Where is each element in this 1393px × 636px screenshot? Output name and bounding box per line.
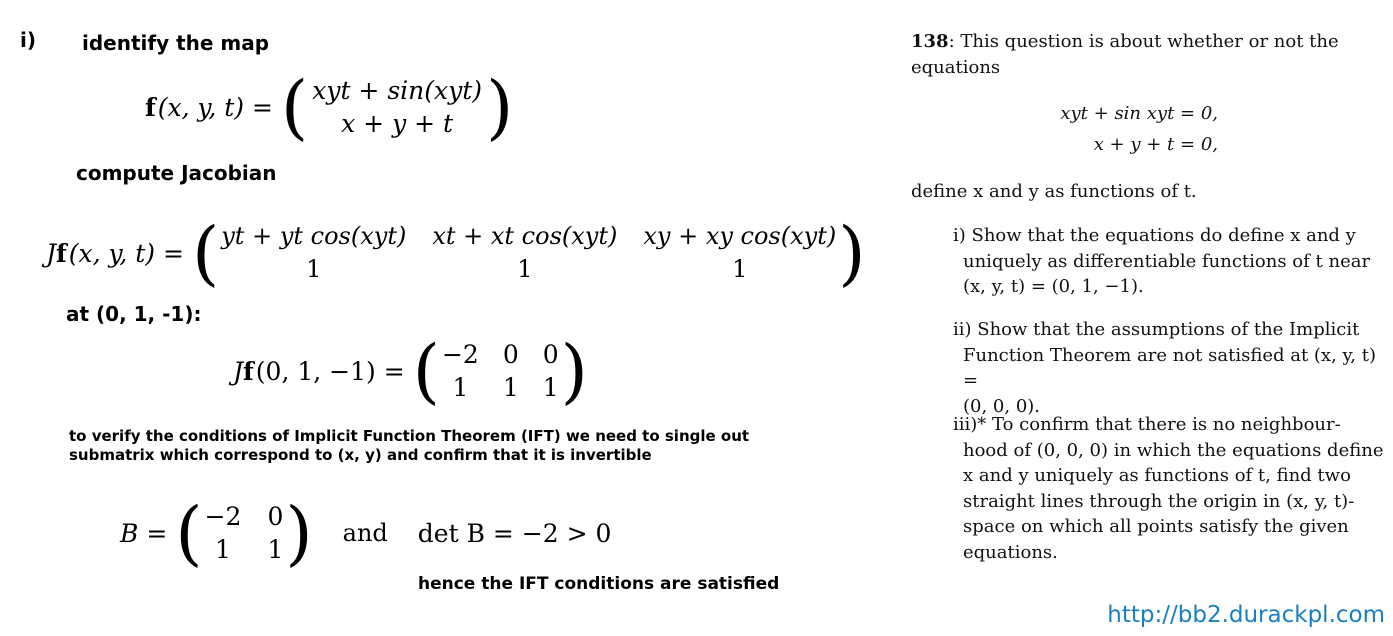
part-iii-line: straight lines through the origin in (x, y, t)-: [963, 490, 1355, 512]
matrix-cell: 1: [502, 373, 519, 402]
jacobian-lhs: (x, y, t) =: [68, 238, 184, 268]
jacobian-matrix: [219, 220, 838, 286]
left-paren: (: [280, 66, 309, 148]
part-iii-line: equations.: [963, 541, 1058, 563]
left-paren: (: [175, 492, 203, 574]
part-iii: [953, 412, 1393, 565]
matrix-cell: 1: [452, 373, 469, 402]
part-iii-line: space on which all points satisfy the given: [963, 516, 1349, 537]
conclusion: hence the IFT conditions are satisfied: [418, 574, 780, 594]
define-line: define x and y as functions of t.: [911, 181, 1197, 202]
submatrix-equation: [120, 492, 612, 574]
jacobian-cell: xt + xt cos(xyt): [432, 222, 618, 250]
right-paren: ): [486, 66, 514, 148]
jacobian-cell: 1: [732, 255, 748, 283]
matrix-cell: 0: [502, 340, 519, 369]
map-row-1: xyt + sin(xyt): [312, 76, 483, 105]
matrix-cell: −2: [441, 340, 479, 369]
ift-line-1: to verify the conditions of Implicit Function Theorem (IFT) we need to single out: [69, 427, 750, 445]
part-iii-line: x and y uniquely as functions of t, find two: [963, 465, 1351, 486]
matrix-cell: 0: [267, 502, 284, 531]
part-ii-line: (0, 0, 0).: [963, 395, 1041, 417]
map-row-2: x + y + t: [341, 109, 454, 138]
jacobian-at-lhs: (0, 1, −1) =: [255, 356, 405, 386]
matrix-cell: 1: [542, 373, 559, 402]
jacobian-at-point: [233, 330, 588, 412]
matrix-cell: 1: [267, 535, 284, 564]
equation-system: [1010, 101, 1218, 157]
left-paren: (: [412, 330, 440, 412]
right-paren: ): [285, 492, 313, 574]
matrix-cell: −2: [204, 502, 242, 531]
heading-identify-map: identify the map: [82, 31, 270, 55]
map-lhs: (x, y, t) =: [157, 92, 273, 122]
f-symbol-3: f: [243, 356, 254, 386]
problem-number: 138: [911, 31, 949, 52]
and-word: and: [342, 519, 388, 547]
part-ii: [953, 317, 1393, 419]
ift-line-2: submatrix which correspond to (x, y) and confirm that it is invertible: [69, 446, 652, 464]
matrix-cell: 1: [215, 535, 231, 564]
jacobian-equation: [46, 212, 866, 294]
right-paren: ): [560, 330, 588, 412]
part-label: i): [20, 28, 36, 52]
part-i-line: (x, y, t) = (0, 1, −1).: [963, 276, 1144, 297]
part-iii-line: iii)* To confirm that there is no neighbour-: [953, 414, 1341, 435]
heading-at-point: at (0, 1, -1):: [66, 302, 202, 326]
ift-explanation: [69, 427, 829, 465]
b-lhs: B =: [120, 518, 168, 548]
part-ii-line: Function Theorem are not satisfied at (x, y, t) =: [963, 344, 1377, 391]
part-ii-line: ii) Show that the assumptions of the Implicit: [953, 319, 1360, 340]
equation-2: x + y + t = 0,: [1093, 133, 1218, 155]
f-symbol: f: [145, 92, 156, 122]
watermark-url[interactable]: http://bb2.durackpl.com: [1107, 602, 1385, 628]
jacobian-cell: xy + xy cos(xyt): [643, 222, 837, 250]
part-i-line: i) Show that the equations do define x and y: [953, 225, 1356, 246]
part-i: [953, 223, 1393, 300]
intro-line-2: equations: [911, 56, 1001, 78]
f-symbol-2: f: [56, 238, 67, 268]
left-paren: (: [191, 212, 220, 294]
jacobian-at-matrix: [440, 338, 561, 404]
determinant: det B = −2 > 0: [417, 518, 612, 548]
part-i-line: uniquely as differentiable functions of t near: [963, 250, 1371, 272]
jacobian-cell: yt + yt cos(xyt): [221, 222, 407, 250]
part-iii-line: hood of (0, 0, 0) in which the equations define: [963, 439, 1384, 461]
right-paren: ): [838, 212, 866, 294]
map-vector: [308, 74, 486, 140]
j-symbol: J: [233, 356, 244, 386]
equation-1: xyt + sin xyt = 0,: [1060, 103, 1218, 124]
heading-compute-jacobian: compute Jacobian: [76, 161, 277, 185]
j-symbol: J: [46, 238, 57, 268]
map-equation: [145, 66, 514, 148]
submatrix-b: [203, 500, 286, 566]
matrix-cell: 0: [542, 340, 559, 369]
jacobian-cell: 1: [517, 255, 533, 283]
intro-line-1: : This question is about whether or not the: [948, 31, 1339, 52]
problem-intro: [911, 29, 1366, 80]
jacobian-cell: 1: [306, 255, 322, 283]
